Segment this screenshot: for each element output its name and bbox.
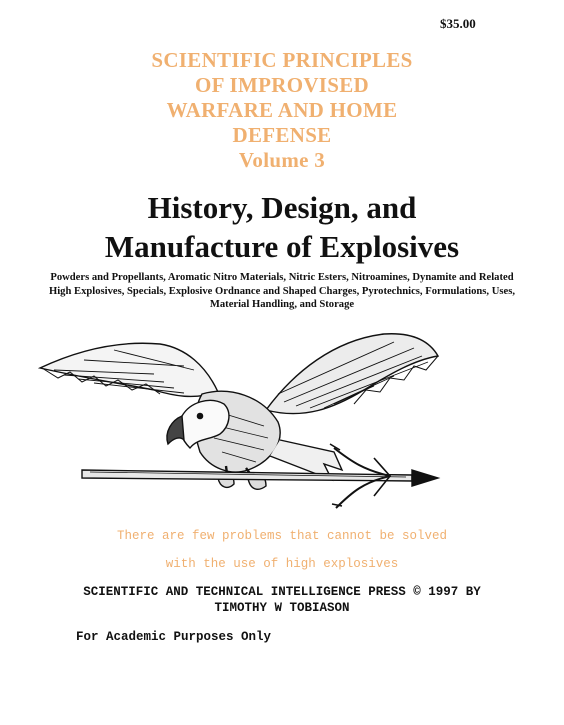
publisher-line: SCIENTIFIC AND TECHNICAL INTELLIGENCE PRESS © 1997 BY (83, 585, 481, 599)
series-title-line: WARFARE AND HOME (166, 98, 398, 122)
author-line: TIMOTHY W TOBIASON (214, 601, 350, 615)
academic-notice: For Academic Purposes Only (76, 630, 272, 644)
book-title-line: Manufacture of Explosives (104, 229, 460, 264)
quote-line: with the use of high explosives (165, 557, 399, 571)
subject-list: Powders and Propellants, Aromatic Nitro Materials, Nitric Esters, Nitroamines, Dynamite and Related High Explosives, Specials, Explosive Ordnance and Shaped Charges, Pyrotechnics, Formulations, Uses, Material Handling, and Storage (49, 272, 515, 310)
volume-label: Volume 3 (238, 148, 326, 172)
series-title (60, 48, 504, 173)
series-title-line: DEFENSE (232, 123, 332, 147)
book-title (20, 188, 544, 266)
series-title-line: SCIENTIFIC PRINCIPLES (151, 48, 413, 72)
eagle-with-trident-icon (34, 330, 444, 510)
series-title-line: OF IMPROVISED (194, 73, 370, 97)
book-title-line: History, Design, and (147, 190, 417, 225)
price-label: $35.00 (440, 16, 476, 31)
publisher-info (30, 584, 534, 616)
quote-line: There are few problems that cannot be solved (116, 529, 448, 543)
